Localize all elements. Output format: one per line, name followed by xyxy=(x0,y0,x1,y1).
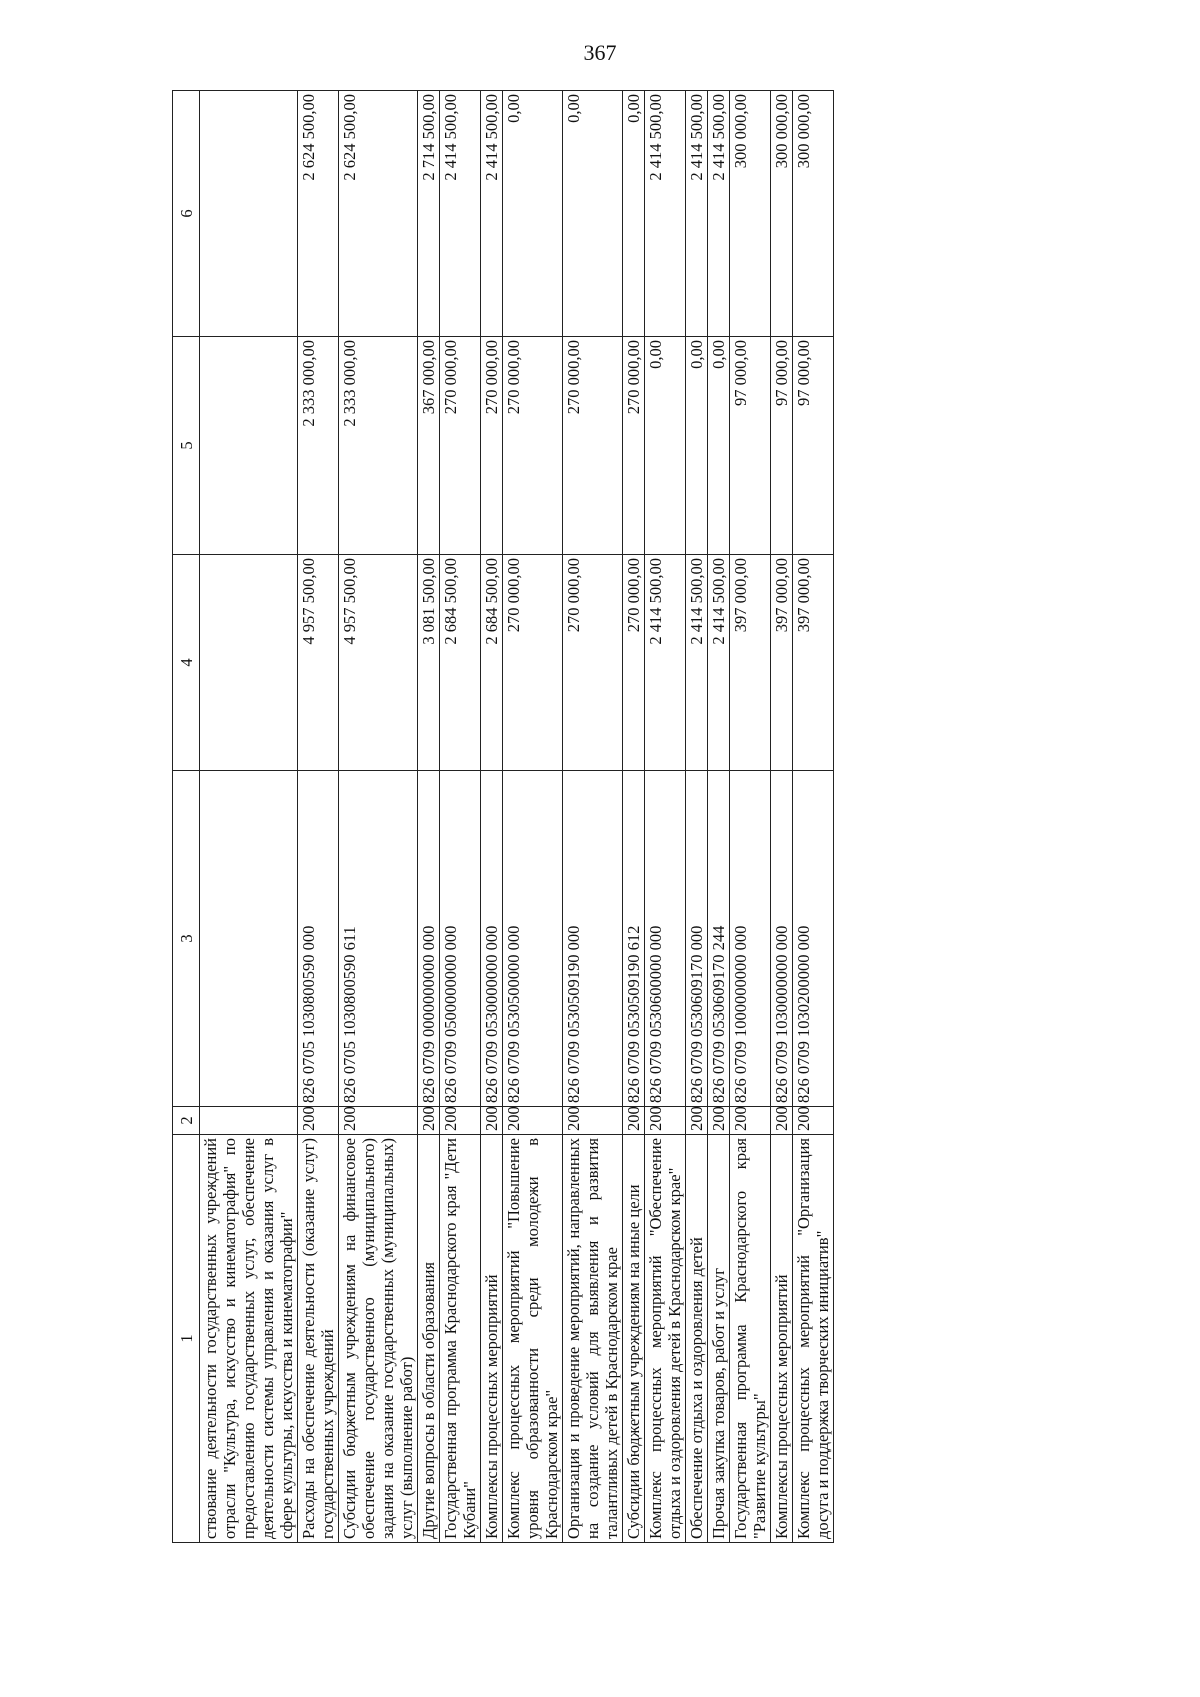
table-row xyxy=(298,91,339,1543)
row-amount-regional: 270 000,00 xyxy=(481,337,503,555)
row-description: Государственная программа Краснодарского края "Развитие культуры" xyxy=(730,1135,771,1543)
row-amount-total xyxy=(200,555,298,771)
row-amount-regional: 2 333 000,00 xyxy=(339,337,418,555)
budget-table xyxy=(172,90,834,1543)
row-description: ствование деятельности государственных учреждений отрасли "Культура, искусство и кинематография" по предоставлению государственных услуг, обеспечение деятельности системы управления и оказания услуг в сфере культуры, искусства и кинематографии" xyxy=(200,1135,298,1543)
row-amount-total: 2 414 500,00 xyxy=(708,555,730,771)
table-row xyxy=(686,91,708,1543)
row-amount-regional: 97 000,00 xyxy=(771,337,793,555)
row-budget-classification: 826 0705 1030800590 000 xyxy=(298,771,339,1107)
table-row xyxy=(503,91,563,1543)
header-col-6: 6 xyxy=(173,91,200,337)
row-description: Другие вопросы в области образования xyxy=(418,1135,440,1543)
row-amount-federal: 300 000,00 xyxy=(730,91,771,337)
row-budget-classification: 826 0709 1000000000 000 xyxy=(730,771,771,1107)
row-amount-total: 270 000,00 xyxy=(503,555,563,771)
header-col-4: 4 xyxy=(173,555,200,771)
row-amount-total: 3 081 500,00 xyxy=(418,555,440,771)
row-code: 200 xyxy=(730,1107,771,1135)
row-amount-total: 397 000,00 xyxy=(730,555,771,771)
row-code: 200 xyxy=(339,1107,418,1135)
row-code: 200 xyxy=(645,1107,686,1135)
row-description: Государственная программа Краснодарского края "Дети Кубани" xyxy=(440,1135,481,1543)
row-amount-total: 397 000,00 xyxy=(793,555,834,771)
row-description: Комплексы процессных мероприятий xyxy=(481,1135,503,1543)
table-row xyxy=(200,91,298,1543)
row-amount-regional: 0,00 xyxy=(686,337,708,555)
row-code: 200 xyxy=(793,1107,834,1135)
table-row xyxy=(645,91,686,1543)
row-amount-regional xyxy=(200,337,298,555)
row-code: 200 xyxy=(563,1107,623,1135)
row-amount-federal: 2 714 500,00 xyxy=(418,91,440,337)
row-amount-total: 270 000,00 xyxy=(623,555,645,771)
row-amount-federal: 2 414 500,00 xyxy=(708,91,730,337)
table-row xyxy=(440,91,481,1543)
row-amount-total: 2 414 500,00 xyxy=(686,555,708,771)
table-row xyxy=(793,91,834,1543)
header-col-5: 5 xyxy=(173,337,200,555)
row-description: Комплекс процессных мероприятий "Обеспечение отдыха и оздоровления детей в Краснодарском крае" xyxy=(645,1135,686,1543)
row-amount-total: 270 000,00 xyxy=(563,555,623,771)
row-budget-classification: 826 0709 1030000000 000 xyxy=(771,771,793,1107)
table-row xyxy=(418,91,440,1543)
row-amount-federal: 2 414 500,00 xyxy=(686,91,708,337)
row-description: Организация и проведение мероприятий, направленных на создание условий для выявления и развития талантливых детей в Краснодарском крае xyxy=(563,1135,623,1543)
row-amount-total: 2 414 500,00 xyxy=(645,555,686,771)
row-code: 200 xyxy=(686,1107,708,1135)
row-amount-federal: 2 414 500,00 xyxy=(440,91,481,337)
row-amount-regional: 270 000,00 xyxy=(503,337,563,555)
row-code: 200 xyxy=(481,1107,503,1135)
table-row xyxy=(481,91,503,1543)
row-amount-regional: 97 000,00 xyxy=(730,337,771,555)
row-description: Субсидии бюджетным учреждениям на финансовое обеспечение государственного (муниципального) задания на оказание государственных (муниципальных) услуг (выполнение работ) xyxy=(339,1135,418,1543)
row-amount-federal: 2 624 500,00 xyxy=(298,91,339,337)
row-description: Расходы на обеспечение деятельности (оказание услуг) государственных учреждений xyxy=(298,1135,339,1543)
row-amount-regional: 367 000,00 xyxy=(418,337,440,555)
row-budget-classification: 826 0709 0530609170 000 xyxy=(686,771,708,1107)
table-row xyxy=(623,91,645,1543)
row-amount-regional: 0,00 xyxy=(708,337,730,555)
table-row xyxy=(339,91,418,1543)
row-budget-classification: 826 0709 0530000000 000 xyxy=(481,771,503,1107)
row-code: 200 xyxy=(708,1107,730,1135)
row-budget-classification: 826 0709 0530500000 000 xyxy=(503,771,563,1107)
row-amount-regional: 0,00 xyxy=(645,337,686,555)
row-amount-regional: 270 000,00 xyxy=(440,337,481,555)
row-amount-federal: 0,00 xyxy=(563,91,623,337)
row-amount-federal: 2 414 500,00 xyxy=(645,91,686,337)
row-code: 200 xyxy=(418,1107,440,1135)
table-row xyxy=(730,91,771,1543)
header-col-1: 1 xyxy=(173,1135,200,1543)
header-col-3: 3 xyxy=(173,771,200,1107)
row-description: Комплекс процессных мероприятий "Организация досуга и поддержка творческих инициатив" xyxy=(793,1135,834,1543)
row-description: Обеспечение отдыха и оздоровления детей xyxy=(686,1135,708,1543)
row-budget-classification: 826 0709 0530509190 612 xyxy=(623,771,645,1107)
row-budget-classification: 826 0709 0000000000 000 xyxy=(418,771,440,1107)
row-amount-total: 4 957 500,00 xyxy=(298,555,339,771)
row-budget-classification: 826 0709 0530600000 000 xyxy=(645,771,686,1107)
row-description: Прочая закупка товаров, работ и услуг xyxy=(708,1135,730,1543)
row-amount-regional: 270 000,00 xyxy=(563,337,623,555)
row-code: 200 xyxy=(298,1107,339,1135)
row-amount-federal xyxy=(200,91,298,337)
row-description: Комплексы процессных мероприятий xyxy=(771,1135,793,1543)
header-col-2: 2 xyxy=(173,1107,200,1135)
row-amount-federal: 0,00 xyxy=(503,91,563,337)
row-amount-total: 4 957 500,00 xyxy=(339,555,418,771)
row-code: 200 xyxy=(771,1107,793,1135)
row-amount-federal: 2 624 500,00 xyxy=(339,91,418,337)
row-amount-federal: 2 414 500,00 xyxy=(481,91,503,337)
row-amount-regional: 270 000,00 xyxy=(623,337,645,555)
row-amount-total: 397 000,00 xyxy=(771,555,793,771)
row-budget-classification: 826 0709 0530609170 244 xyxy=(708,771,730,1107)
row-amount-federal: 0,00 xyxy=(623,91,645,337)
row-code: 200 xyxy=(623,1107,645,1135)
row-code: 200 xyxy=(503,1107,563,1135)
row-budget-classification: 826 0709 0530509190 000 xyxy=(563,771,623,1107)
row-amount-total: 2 684 500,00 xyxy=(440,555,481,771)
row-amount-federal: 300 000,00 xyxy=(793,91,834,337)
row-code: 200 xyxy=(440,1107,481,1135)
row-amount-total: 2 684 500,00 xyxy=(481,555,503,771)
row-amount-regional: 97 000,00 xyxy=(793,337,834,555)
row-description: Субсидии бюджетным учреждениям на иные цели xyxy=(623,1135,645,1543)
budget-table-rotated xyxy=(172,91,1052,1543)
table-row xyxy=(771,91,793,1543)
row-budget-classification: 826 0709 1030200000 000 xyxy=(793,771,834,1107)
page-number: 367 xyxy=(583,40,617,65)
row-budget-classification xyxy=(200,771,298,1107)
table-row xyxy=(708,91,730,1543)
row-budget-classification: 826 0705 1030800590 611 xyxy=(339,771,418,1107)
table-row xyxy=(563,91,623,1543)
row-code xyxy=(200,1107,298,1135)
row-amount-federal: 300 000,00 xyxy=(771,91,793,337)
row-description: Комплекс процессных мероприятий "Повышение уровня образованности среди молодежи в Краснодарском крае" xyxy=(503,1135,563,1543)
row-budget-classification: 826 0709 0500000000 000 xyxy=(440,771,481,1107)
table-header-row xyxy=(173,91,200,1543)
row-amount-regional: 2 333 000,00 xyxy=(298,337,339,555)
